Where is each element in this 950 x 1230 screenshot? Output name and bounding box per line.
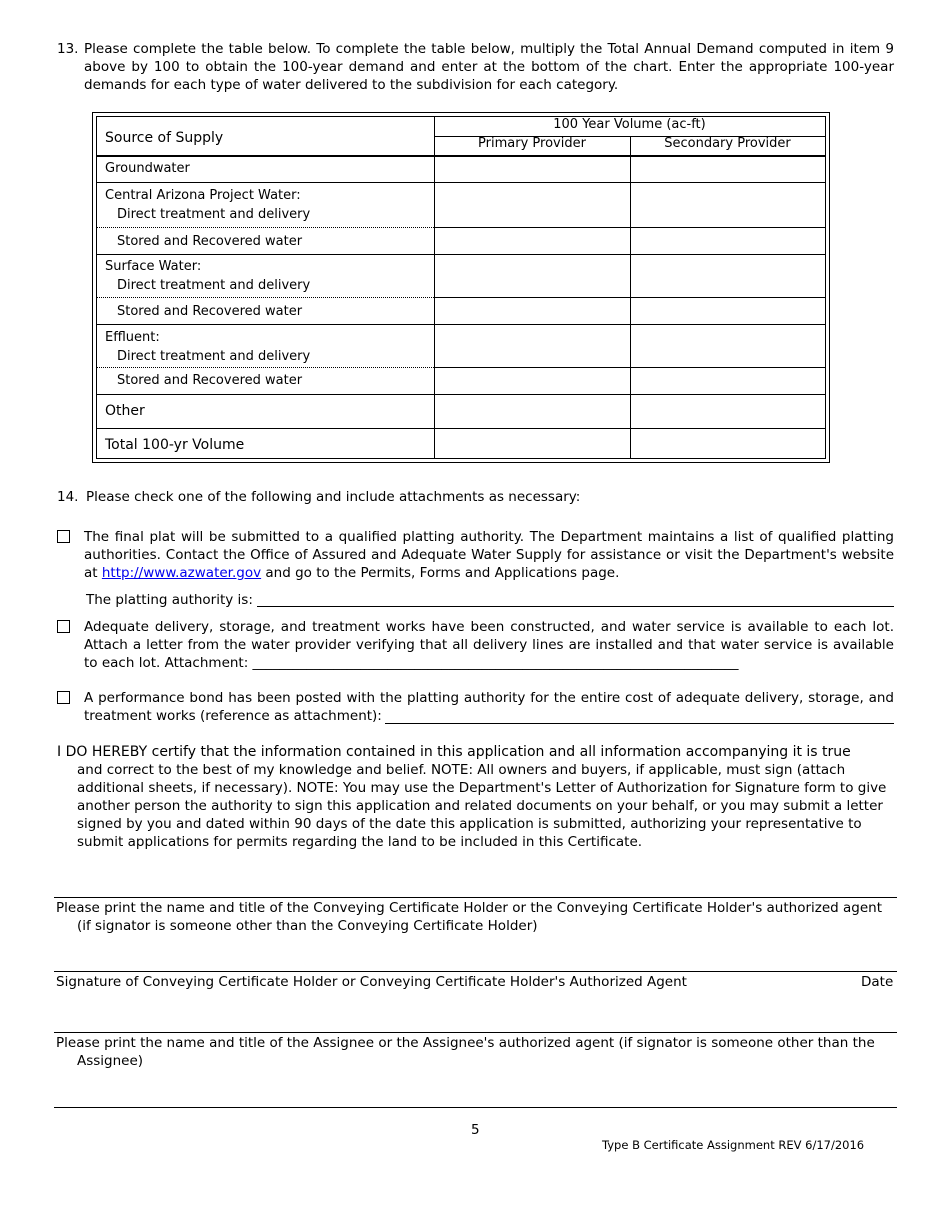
supply-table [96, 116, 826, 459]
option-performance-bond-text: A performance bond has been posted with the platting authority for the entire cost of adequate delivery, storage, and treatment works (reference as attachment): [84, 690, 894, 724]
row-surface: Surface Water: [105, 259, 202, 274]
cell-other-primary[interactable] [435, 395, 630, 428]
row-effluent: Effluent: [105, 330, 160, 345]
q14-number: 14. [57, 489, 79, 505]
platting-authority-field[interactable] [257, 606, 894, 607]
signature-holder-line[interactable] [54, 971, 897, 972]
cell-cap-stored-secondary[interactable] [631, 228, 825, 254]
q14-text: Please check one of the following and include attachments as necessary: [86, 489, 581, 505]
cell-cap-direct-secondary[interactable] [631, 183, 825, 227]
cell-cap-stored-primary[interactable] [435, 228, 630, 254]
cell-groundwater-primary[interactable] [435, 156, 630, 182]
form-id: Type B Certificate Assignment REV 6/17/2016 [602, 1138, 865, 1152]
certify-first-line: I DO HEREBY certify that the information contained in this application and all information accompanying it is true [57, 744, 851, 760]
azwater-link[interactable]: http://www.azwater.gov [101, 565, 262, 581]
cell-surface-direct-primary[interactable] [435, 255, 630, 297]
q13-text: Please complete the table below. To complete the table below, multiply the Total Annual Demand computed in item 9 above by 100 to obtain the 100-year demand and enter at the bottom of the chart. Enter the appropriate 100-year demands for each type of water delivered to the subdivision for each category. [84, 41, 894, 93]
signature-holder-label: Signature of Conveying Certificate Holder or Conveying Certificate Holder's Authorized Agent [56, 974, 687, 990]
cell-total-primary[interactable] [435, 429, 630, 458]
secondary-header: Secondary Provider [664, 136, 791, 151]
cell-groundwater-secondary[interactable] [631, 156, 825, 182]
cell-other-secondary[interactable] [631, 395, 825, 428]
row-other: Other [105, 403, 145, 419]
date-label: Date [861, 974, 894, 990]
row-groundwater: Groundwater [105, 161, 190, 176]
performance-bond-field[interactable] [385, 723, 894, 724]
source-header: Source of Supply [105, 130, 224, 146]
volume-header: 100 Year Volume (ac-ft) [553, 117, 706, 132]
print-holder-line[interactable] [54, 897, 897, 898]
cell-cap-direct-primary[interactable] [435, 183, 630, 227]
row-effluent-stored: Stored and Recovered water [117, 373, 303, 388]
cell-surface-stored-primary[interactable] [435, 298, 630, 324]
page-number: 5 [471, 1122, 480, 1138]
primary-header: Primary Provider [478, 136, 586, 151]
cell-surface-stored-secondary[interactable] [631, 298, 825, 324]
option-performance-bond-checkbox[interactable] [57, 691, 70, 704]
print-assignee-label: Please print the name and title of the Assignee or the Assignee's authorized agent (if signator is someone other than the [56, 1035, 875, 1051]
cell-effluent-stored-secondary[interactable] [631, 368, 825, 394]
cell-surface-direct-secondary[interactable] [631, 255, 825, 297]
print-holder-label: Please print the name and title of the Conveying Certificate Holder or the Conveying Certificate Holder's authorized agent [56, 900, 883, 916]
option-works-constructed-checkbox[interactable] [57, 620, 70, 633]
option-qualified-platting-text: The final plat will be submitted to a qualified platting authority. The Department maintains a list of qualified platting authorities. Contact the Office of Assured and Adequate Water Supply for assistance or visit the Department's website at http://www.azwater.gov and go to the Permits, Forms and Applications page. [84, 529, 894, 581]
cell-effluent-direct-primary[interactable] [435, 325, 630, 367]
certify-body: and correct to the best of my knowledge and belief. NOTE: All owners and buyers, if applicable, must sign (attach additional sheets, if necessary). NOTE: You may use the Department's Letter of Authorization for Signature form to give another person the authority to sign this application and related documents on your behalf, or you may submit a letter signed by you and dated within 90 days of the date this application is submitted, authorizing your representative to submit applications for permits regarding the land to be included in this Certificate. [77, 762, 887, 850]
print-assignee-line[interactable] [54, 1032, 897, 1033]
option-works-constructed-text: Adequate delivery, storage, and treatment works have been constructed, and water service is available to each lot. Attach a letter from the water provider verifying that all delivery lines are installed and that water service is available to each lot. Attachment: ________________________________________________________________________ [84, 619, 894, 671]
row-total: Total 100-yr Volume [105, 437, 245, 453]
assignee-signature-line[interactable] [54, 1107, 897, 1108]
row-effluent-direct: Direct treatment and delivery [117, 349, 311, 364]
print-assignee-label-2: Assignee) [77, 1053, 144, 1069]
cell-effluent-stored-primary[interactable] [435, 368, 630, 394]
q13-number: 13. [57, 41, 79, 57]
row-cap-stored: Stored and Recovered water [117, 234, 303, 249]
option-qualified-platting-checkbox[interactable] [57, 530, 70, 543]
platting-authority-label: The platting authority is: [86, 592, 253, 608]
cell-total-secondary[interactable] [631, 429, 825, 458]
row-cap: Central Arizona Project Water: [105, 188, 301, 203]
row-surface-stored: Stored and Recovered water [117, 304, 303, 319]
row-surface-direct: Direct treatment and delivery [117, 278, 311, 293]
print-holder-label-2: (if signator is someone other than the Conveying Certificate Holder) [77, 918, 538, 934]
row-cap-direct: Direct treatment and delivery [117, 207, 311, 222]
cell-effluent-direct-secondary[interactable] [631, 325, 825, 367]
